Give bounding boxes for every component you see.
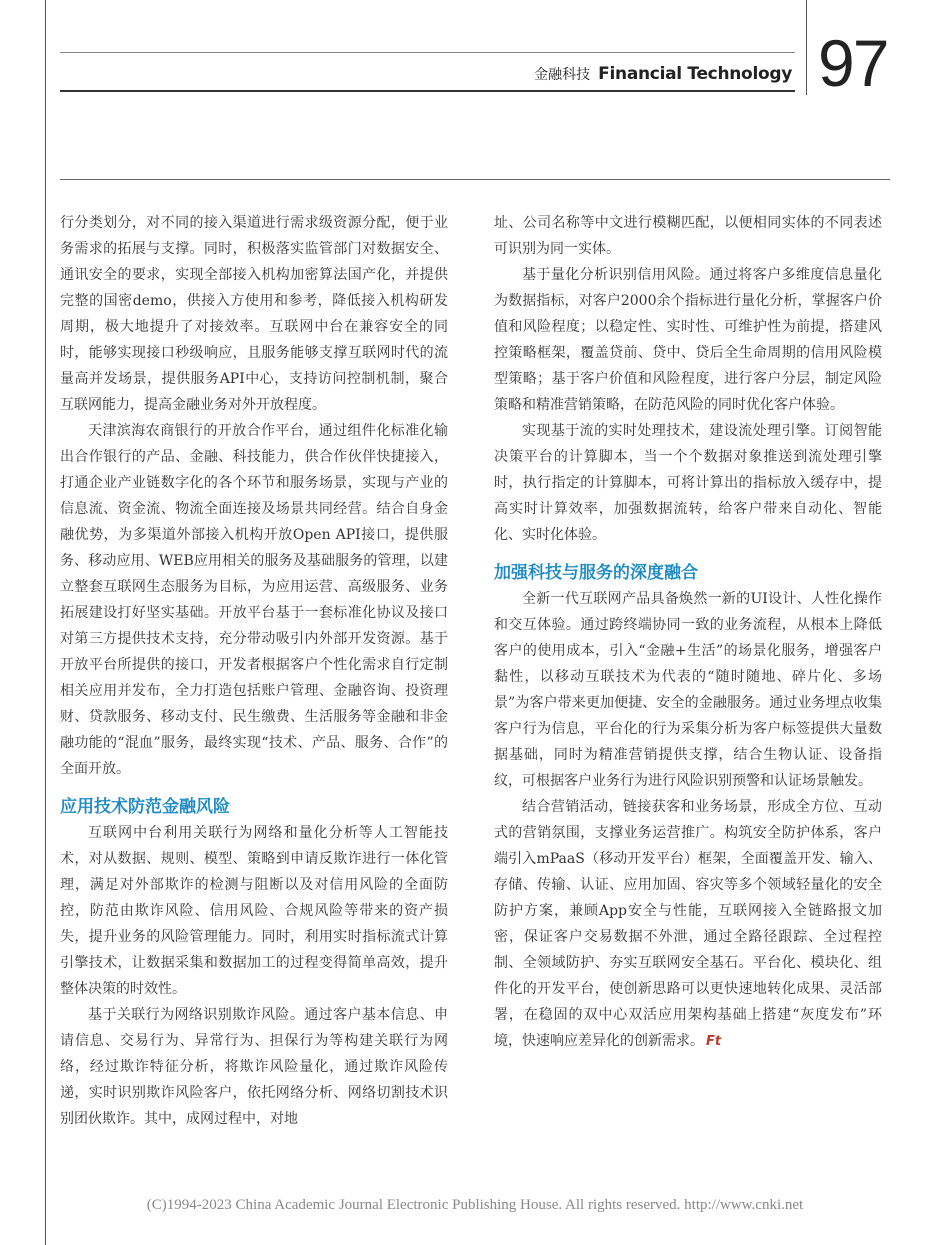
page-number: 97 <box>818 26 888 100</box>
paragraph: 全新一代互联网产品具备焕然一新的UI设计、人性化操作和交互体验。通过跨终端协同一致的业务流程，从根本上降低客户的使用成本，引入“金融+生活”的场景化服务，增强客户黏性，以移动互联技术为代表的“随时随地、碎片化、多场景”为客户带来更加便捷、安全的金融服务。通过业务埋点收集客户行为信息，平台化的行为采集分析为客户标签提供大量数据基础，同时为精准营销提供支撑，结合生物认证、设备指纹，可根据客户业务行为进行风险识别预警和认证场景触发。 <box>494 591 882 789</box>
paragraph: 互联网中台利用关联行为网络和量化分析等人工智能技术，对从数据、规则、模型、策略到申请反欺诈进行一体化管理，满足对外部欺诈的检测与阻断以及对信用风险的全面防控，防范由欺诈风险、信用风险、合规风险等带来的资产损失，提升业务的风险管理能力。同时，利用实时指标流式计算引擎技术，让数据采集和数据加工的过程变得简单高效，提升整体决策的时效性。 <box>60 825 448 997</box>
left-margin-rule <box>45 0 46 1245</box>
content-top-rule <box>60 179 890 180</box>
paragraph: 实现基于流的实时处理技术，建设流处理引擎。订阅智能决策平台的计算脚本，当一个个数据对象推送到流处理引擎时，执行指定的计算脚本，可将计算出的指标放入缓存中，提高实时计算效率，加强数据流转，给客户带来自动化、智能化、实时化体验。 <box>494 423 882 543</box>
section-heading: 加强科技与服务的深度融合 <box>494 563 698 583</box>
paragraph: 址、公司名称等中文进行模糊匹配，以便相同实体的不同表述可识别为同一实体。 <box>494 215 882 257</box>
header-thick-rule <box>60 90 795 92</box>
paragraph: 行分类划分，对不同的接入渠道进行需求级资源分配，便于业务需求的拓展与支撑。同时，积极落实监管部门对数据安全、通讯安全的要求，实现全部接入机构加密算法国产化，并提供完整的国密demo，供接入方使用和参考，降低接入机构研发周期，极大地提升了对接效率。互联网中台在兼容安全的同时，能够实现接口秒级响应，且服务能够支撑互联网时代的流量高并发场景，提供服务API中心，支持访问控制机制，聚合互联网能力，提高金融业务对外开放程度。 <box>60 215 448 413</box>
section-title-cn: 金融科技 <box>534 67 591 83</box>
section-heading: 应用技术防范金融风险 <box>60 797 230 817</box>
right-margin-rule <box>806 0 807 95</box>
paragraph: 基于量化分析识别信用风险。通过将客户多维度信息量化为数据指标，对客户2000余个指标进行量化分析，掌握客户价值和风险程度；以稳定性、实时性、可维护性为前提，搭建风控策略框架，覆盖贷前、贷中、贷后全生命周期的信用风险模型策略；基于客户价值和风险程度，进行客户分层，制定风险策略和精准营销策略，在防范风险的同时优化客户体验。 <box>494 267 882 413</box>
ft-end-mark-icon: Ft <box>706 1034 722 1049</box>
header-thin-rule <box>60 52 795 53</box>
paragraph-text: 结合营销活动，链接获客和业务场景，形成全方位、互动式的营销氛围，支撑业务运营推广。构筑安全防护体系，客户端引入mPaaS（移动开发平台）框架，全面覆盖开发、输入、存储、传输、认证、应用加固、容灾等多个领域轻量化的安全防护方案，兼顾App安全与性能，互联网接入全链路报文加密，保证客户交易数据不外泄，通过全路径跟踪、全过程控制、全领域防护、夯实互联网安全基石。平台化、模块化、组件化的开发平台，使创新思路可以更快速地转化成果、灵活部署，在稳固的双中心双活应用架构基础上搭建“灰度发布”环境，快速响应差异化的创新需求。 <box>494 799 882 1049</box>
running-header <box>534 64 792 84</box>
copyright-footer: (C)1994-2023 China Academic Journal Electronic Publishing House. All rights reserved. http://www.cnki.net <box>146 1197 804 1213</box>
paragraph: 天津滨海农商银行的开放合作平台，通过组件化标准化输出合作银行的产品、金融、科技能力，供合作伙伴快捷接入，打通企业产业链数字化的各个环节和服务场景，实现与产业的信息流、资金流、物流全面连接及场景共同经营。结合自身金融优势，为多渠道外部接入机构开放Open API接口，提供服务、移动应用、WEB应用相关的服务及基础服务的管理，以建立整套互联网生态服务为目标，为应用运营、高级服务、业务拓展建设打好坚实基础。开放平台基于一套标准化协议及接口对第三方提供技术支持，充分带动吸引内外部开发资源。基于开放平台所提供的接口，开发者根据客户个性化需求自行定制相关应用并发布，全力打造包括账户管理、金融咨询、投资理财、贷款服务、移动支付、民生缴费、生活服务等金融和非金融功能的“混血”服务，最终实现“技术、产品、服务、合作”的全面开放。 <box>60 423 448 777</box>
right-column <box>494 210 882 1055</box>
paragraph-last <box>494 794 882 1055</box>
paragraph: 基于关联行为网络识别欺诈风险。通过客户基本信息、申请信息、交易行为、异常行为、担保行为等构建关联行为网络，经过欺诈特征分析，将欺诈风险量化，通过欺诈风险传递，实时识别欺诈风险客户，依托网络分析、网络切割技术识别团伙欺诈。其中，成网过程中，对地 <box>60 1007 448 1127</box>
section-title-en: Financial Technology <box>598 64 792 84</box>
left-column <box>60 210 448 1132</box>
